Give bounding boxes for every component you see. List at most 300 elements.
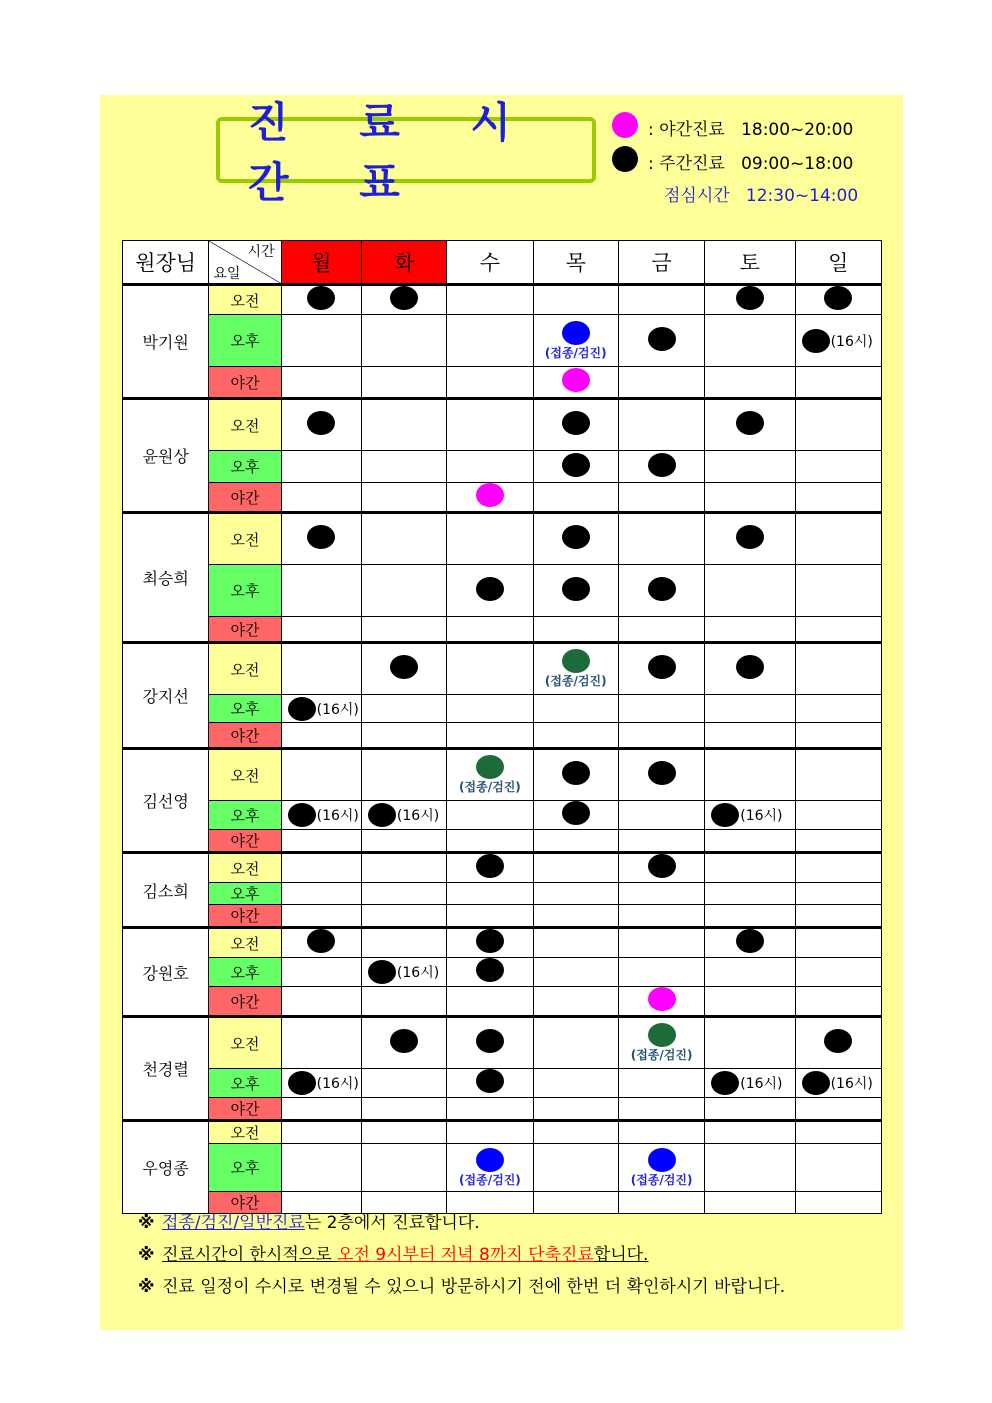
page-title: 진 료 시 간 표: [216, 117, 596, 183]
black-dot-icon: [476, 958, 504, 982]
mark: [562, 577, 590, 601]
slot-sun-pm: [795, 801, 881, 830]
slot-thu-pm: [533, 801, 618, 830]
slot-thu-am: [533, 928, 618, 958]
slot-sat-pm: [705, 565, 795, 617]
table-row: [123, 513, 882, 565]
period-label-am: 오전: [209, 1121, 281, 1144]
black-dot-icon: [562, 411, 590, 435]
slot-sat-am: [705, 853, 795, 883]
black-dot-icon: [711, 803, 739, 827]
slot-wed-night: [447, 1098, 533, 1121]
period-label-night: 야간: [209, 830, 281, 853]
slot-fri-night: [618, 367, 704, 399]
mark: [648, 854, 676, 878]
slot-wed-pm: [447, 1069, 533, 1098]
black-dot-icon: [802, 1071, 830, 1095]
slot-sat-am: [705, 643, 795, 695]
slot-fri-pm: [618, 695, 704, 723]
mark: [562, 368, 590, 392]
slot-thu-night: [533, 905, 618, 928]
black-dot-icon: [288, 697, 316, 721]
slot-mon-night: [281, 723, 361, 749]
slot-fri-night: [618, 723, 704, 749]
slot-tue-night: [361, 905, 446, 928]
vaccine-label: (접종/검진): [459, 1172, 521, 1187]
slot-mon-pm: [281, 695, 361, 723]
slot-thu-night: [533, 1098, 618, 1121]
slot-thu-pm: [533, 1144, 618, 1192]
slot-sat-am: [705, 285, 795, 315]
slot-tue-night: [361, 723, 446, 749]
slot-sun-night: [795, 1098, 881, 1121]
slot-tue-pm: [361, 883, 446, 905]
slot-sat-night: [705, 830, 795, 853]
table-row: [123, 801, 882, 830]
mark: [648, 987, 676, 1011]
slot-sat-pm: [705, 451, 795, 483]
until16-label: (16시): [396, 808, 440, 824]
black-dot-icon: [648, 577, 676, 601]
slot-sun-pm: [795, 315, 881, 367]
slot-thu-am: [533, 513, 618, 565]
table-row: [123, 315, 882, 367]
slot-thu-am: [533, 1121, 618, 1144]
mark: [476, 1069, 504, 1093]
doctor-name: 김선영: [123, 749, 209, 853]
slot-fri-pm: [618, 565, 704, 617]
black-dot-icon: [648, 761, 676, 785]
slot-mon-am: [281, 1017, 361, 1069]
slot-sat-pm: [705, 883, 795, 905]
period-label-am: 오전: [209, 643, 281, 695]
legend-day-label: 주간진료: [659, 154, 725, 174]
day-header-wed: 수: [447, 241, 533, 285]
slot-thu-pm: [533, 1069, 618, 1098]
slot-mon-am: [281, 513, 361, 565]
mark: [824, 1029, 852, 1053]
slot-thu-pm: [533, 958, 618, 987]
slot-fri-night: [618, 617, 704, 643]
slot-tue-am: [361, 285, 446, 315]
black-dot-icon: [562, 761, 590, 785]
day-header-mon: 월: [281, 241, 361, 285]
slot-sun-am: [795, 853, 881, 883]
black-dot-icon: [736, 655, 764, 679]
slot-mon-am: [281, 1121, 361, 1144]
green-dot-icon: [648, 1023, 676, 1047]
slot-wed-pm: [447, 1144, 533, 1192]
black-dot-icon: [562, 577, 590, 601]
until16-label: (16시): [740, 808, 783, 824]
period-label-am: 오전: [209, 749, 281, 801]
slot-wed-pm: [447, 883, 533, 905]
slot-thu-pm: [533, 451, 618, 483]
slot-thu-night: [533, 987, 618, 1017]
slot-fri-night: [618, 483, 704, 513]
mark: [648, 327, 676, 351]
black-dot-icon: [648, 327, 676, 351]
slot-fri-am: [618, 513, 704, 565]
slot-wed-night: [447, 830, 533, 853]
table-row: [123, 830, 882, 853]
black-dot-icon: [648, 453, 676, 477]
slot-mon-night: [281, 1098, 361, 1121]
black-dot-icon: [562, 453, 590, 477]
slot-thu-pm: [533, 315, 618, 367]
slot-tue-pm: [361, 695, 446, 723]
mark: [459, 1148, 521, 1188]
black-dot-icon: [307, 929, 335, 953]
vaccine-label: (접종/검진): [544, 674, 607, 688]
doctor-name: 윤원상: [123, 399, 209, 513]
table-row: [123, 905, 882, 928]
black-dot-icon: [307, 411, 335, 435]
table-row: [123, 565, 882, 617]
slot-fri-pm: [618, 315, 704, 367]
slot-sat-pm: [705, 315, 795, 367]
slot-mon-night: [281, 830, 361, 853]
magenta-dot-icon: [562, 368, 590, 392]
period-label-pm: 오후: [209, 883, 281, 905]
period-label-night: 야간: [209, 483, 281, 513]
slot-sat-night: [705, 1098, 795, 1121]
slot-sat-am: [705, 749, 795, 801]
period-label-night: 야간: [209, 617, 281, 643]
doctor-name: 박기원: [123, 285, 209, 399]
slot-wed-am: [447, 513, 533, 565]
slot-fri-night: [618, 830, 704, 853]
slot-wed-am: [447, 749, 533, 801]
table-row: [123, 1098, 882, 1121]
slot-sun-am: [795, 285, 881, 315]
slot-fri-am: [618, 643, 704, 695]
black-dot-icon: [368, 960, 396, 984]
slot-sat-am: [705, 399, 795, 451]
black-dot-icon: [736, 525, 764, 549]
table-row: [123, 695, 882, 723]
doctor-name: 강지선: [123, 643, 209, 749]
slot-fri-am: [618, 749, 704, 801]
slot-sun-night: [795, 723, 881, 749]
mark: [736, 286, 764, 310]
mark: [824, 286, 852, 310]
period-label-night: 야간: [209, 367, 281, 399]
mark: [307, 525, 335, 549]
slot-mon-pm: [281, 801, 361, 830]
blue-dot-icon: [476, 1148, 504, 1172]
mark: [307, 411, 335, 435]
period-label-night: 야간: [209, 1098, 281, 1121]
slot-sun-am: [795, 1017, 881, 1069]
slot-fri-pm: [618, 1069, 704, 1098]
black-dot-icon: [802, 329, 830, 353]
magenta-dot-icon: [476, 483, 504, 507]
slot-wed-pm: [447, 451, 533, 483]
slot-mon-pm: [281, 565, 361, 617]
slot-wed-pm: [447, 801, 533, 830]
mark: [562, 801, 590, 825]
slot-thu-am: [533, 853, 618, 883]
slot-tue-night: [361, 617, 446, 643]
black-dot-icon: [648, 854, 676, 878]
slot-fri-am: [618, 399, 704, 451]
black-dot-icon: [368, 803, 396, 827]
mark: [390, 655, 418, 679]
vaccine-label: (접종/검진): [630, 1172, 693, 1187]
blue-dot-icon: [562, 321, 590, 345]
table-row: [123, 451, 882, 483]
slot-mon-pm: [281, 451, 361, 483]
slot-sat-night: [705, 723, 795, 749]
slot-mon-am: [281, 285, 361, 315]
doctor-name: 김소희: [123, 853, 209, 928]
black-dot-icon: [476, 1069, 504, 1093]
black-dot-icon: [824, 286, 852, 310]
slot-sat-am: [705, 513, 795, 565]
slot-wed-pm: [447, 315, 533, 367]
slot-fri-night: [618, 905, 704, 928]
black-dot-icon: [736, 286, 764, 310]
mark: [631, 1023, 693, 1063]
mark-day-until16: [362, 960, 446, 984]
period-label-pm: 오후: [209, 695, 281, 723]
slot-mon-night: [281, 367, 361, 399]
slot-thu-am: [533, 643, 618, 695]
table-row: [123, 643, 882, 695]
slot-sun-pm: [795, 883, 881, 905]
table-row: [123, 1121, 882, 1144]
mark: [476, 577, 504, 601]
mark: [307, 929, 335, 953]
slot-sun-night: [795, 1192, 881, 1214]
mark-day-until16: [796, 1071, 881, 1095]
until16-label: (16시): [316, 1076, 359, 1092]
slot-mon-night: [281, 483, 361, 513]
slot-wed-pm: [447, 695, 533, 723]
black-dot-icon: [476, 929, 504, 953]
mark: [545, 321, 607, 361]
slot-fri-night: [618, 987, 704, 1017]
table-row: [123, 853, 882, 883]
mark-day-until16: [796, 329, 881, 353]
black-dot-icon: [288, 1071, 316, 1095]
slot-tue-am: [361, 853, 446, 883]
doctor-column-header: 원장님: [123, 241, 209, 285]
slot-sun-am: [795, 643, 881, 695]
slot-wed-pm: [447, 565, 533, 617]
slot-thu-pm: [533, 883, 618, 905]
slot-mon-am: [281, 853, 361, 883]
slot-sat-night: [705, 987, 795, 1017]
mark: [736, 929, 764, 953]
slot-sun-am: [795, 399, 881, 451]
black-dot-icon: [711, 1071, 739, 1095]
mark: [736, 411, 764, 435]
black-dot-icon: [824, 1029, 852, 1053]
slot-sat-pm: [705, 1069, 795, 1098]
slot-tue-night: [361, 830, 446, 853]
period-label-night: 야간: [209, 905, 281, 928]
slot-thu-am: [533, 1017, 618, 1069]
doctor-name: 강원호: [123, 928, 209, 1017]
slot-sun-night: [795, 905, 881, 928]
slot-wed-am: [447, 399, 533, 451]
slot-tue-pm: [361, 1069, 446, 1098]
slot-mon-pm: [281, 958, 361, 987]
slot-sat-night: [705, 617, 795, 643]
period-label-am: 오전: [209, 399, 281, 451]
slot-thu-night: [533, 723, 618, 749]
period-label-pm: 오후: [209, 1069, 281, 1098]
day-header-thu: 목: [533, 241, 618, 285]
slot-sun-pm: [795, 958, 881, 987]
period-label-night: 야간: [209, 1192, 281, 1214]
slot-wed-am: [447, 1017, 533, 1069]
table-row: [123, 1144, 882, 1192]
mark: [476, 1029, 504, 1053]
period-label-am: 오전: [209, 513, 281, 565]
slot-fri-pm: [618, 801, 704, 830]
legend-day-time: 09:00~18:00: [741, 154, 854, 174]
until16-label: (16시): [830, 1076, 873, 1092]
slot-fri-am: [618, 853, 704, 883]
mark: [307, 286, 335, 310]
table-row: [123, 1017, 882, 1069]
period-label-night: 야간: [209, 723, 281, 749]
black-dot-icon: [476, 1029, 504, 1053]
slot-sat-pm: [705, 958, 795, 987]
mark: [648, 761, 676, 785]
black-dot-icon: [612, 146, 638, 172]
slot-sun-pm: [795, 1144, 881, 1192]
mark-day-until16: [282, 803, 361, 827]
slot-fri-am: [618, 1017, 704, 1069]
green-dot-icon: [562, 649, 590, 673]
slot-mon-am: [281, 643, 361, 695]
mark: [476, 483, 504, 507]
slot-sun-night: [795, 987, 881, 1017]
day-header-tue: 화: [361, 241, 446, 285]
slot-wed-am: [447, 928, 533, 958]
slot-wed-am: [447, 1121, 533, 1144]
slot-thu-am: [533, 285, 618, 315]
slot-tue-am: [361, 1121, 446, 1144]
slot-thu-night: [533, 367, 618, 399]
slot-sun-pm: [795, 565, 881, 617]
mark: [562, 453, 590, 477]
period-label-am: 오전: [209, 1017, 281, 1069]
slot-tue-night: [361, 987, 446, 1017]
slot-wed-am: [447, 643, 533, 695]
black-dot-icon: [736, 411, 764, 435]
slot-thu-pm: [533, 565, 618, 617]
table-row: [123, 367, 882, 399]
notes: [138, 1208, 785, 1304]
table-row: [123, 987, 882, 1017]
period-label-pm: 오후: [209, 801, 281, 830]
slot-mon-pm: [281, 1069, 361, 1098]
slot-fri-pm: [618, 451, 704, 483]
slot-mon-night: [281, 905, 361, 928]
black-dot-icon: [390, 1029, 418, 1053]
slot-wed-am: [447, 285, 533, 315]
slot-sat-pm: [705, 695, 795, 723]
magenta-dot-icon: [612, 112, 638, 138]
mark-day-until16: [282, 1071, 361, 1095]
slot-tue-am: [361, 513, 446, 565]
slot-mon-am: [281, 399, 361, 451]
table-row: [123, 483, 882, 513]
slot-tue-am: [361, 643, 446, 695]
mark-day-until16: [282, 697, 361, 721]
note-3: ※ 진료 일정이 수시로 변경될 수 있으니 방문하시기 전에 한번 더 확인하시기 바랍니다.: [138, 1277, 786, 1297]
slot-tue-pm: [361, 958, 446, 987]
table-row: [123, 958, 882, 987]
slot-wed-pm: [447, 958, 533, 987]
black-dot-icon: [307, 525, 335, 549]
slot-sat-am: [705, 1121, 795, 1144]
slot-sat-night: [705, 483, 795, 513]
table-row: [123, 285, 882, 315]
table-row: [123, 399, 882, 451]
doctor-name: 천경렬: [123, 1017, 209, 1121]
mark: [390, 286, 418, 310]
period-label-pm: 오후: [209, 565, 281, 617]
until16-label: (16시): [316, 808, 359, 824]
day-header-fri: 금: [618, 241, 704, 285]
slot-sun-am: [795, 928, 881, 958]
legend-lunch: 점심시간 12:30~14:00: [664, 186, 859, 206]
black-dot-icon: [562, 801, 590, 825]
mark: [545, 649, 607, 689]
table-row: [123, 928, 882, 958]
slot-sun-am: [795, 1121, 881, 1144]
until16-label: (16시): [396, 965, 440, 981]
slot-tue-pm: [361, 451, 446, 483]
mark: [562, 411, 590, 435]
mark: [648, 655, 676, 679]
mark: [390, 1029, 418, 1053]
vaccine-label: (접종/검진): [544, 345, 607, 360]
slot-fri-am: [618, 1121, 704, 1144]
black-dot-icon: [562, 525, 590, 549]
magenta-dot-icon: [648, 987, 676, 1011]
slot-tue-am: [361, 749, 446, 801]
until16-label: (16시): [740, 1076, 783, 1092]
black-dot-icon: [390, 286, 418, 310]
table-row: [123, 749, 882, 801]
mark: [736, 655, 764, 679]
black-dot-icon: [648, 655, 676, 679]
slot-mon-pm: [281, 315, 361, 367]
slot-tue-am: [361, 399, 446, 451]
table-row: [123, 1069, 882, 1098]
time-day-header: 시간 요일: [209, 241, 281, 285]
black-dot-icon: [476, 577, 504, 601]
green-dot-icon: [476, 755, 504, 779]
slot-sat-am: [705, 1017, 795, 1069]
black-dot-icon: [476, 854, 504, 878]
slot-sat-pm: [705, 801, 795, 830]
table-row: [123, 617, 882, 643]
mark: [476, 854, 504, 878]
period-label-am: 오전: [209, 285, 281, 315]
slot-wed-am: [447, 853, 533, 883]
slot-tue-pm: [361, 565, 446, 617]
slot-mon-night: [281, 617, 361, 643]
slot-tue-pm: [361, 801, 446, 830]
